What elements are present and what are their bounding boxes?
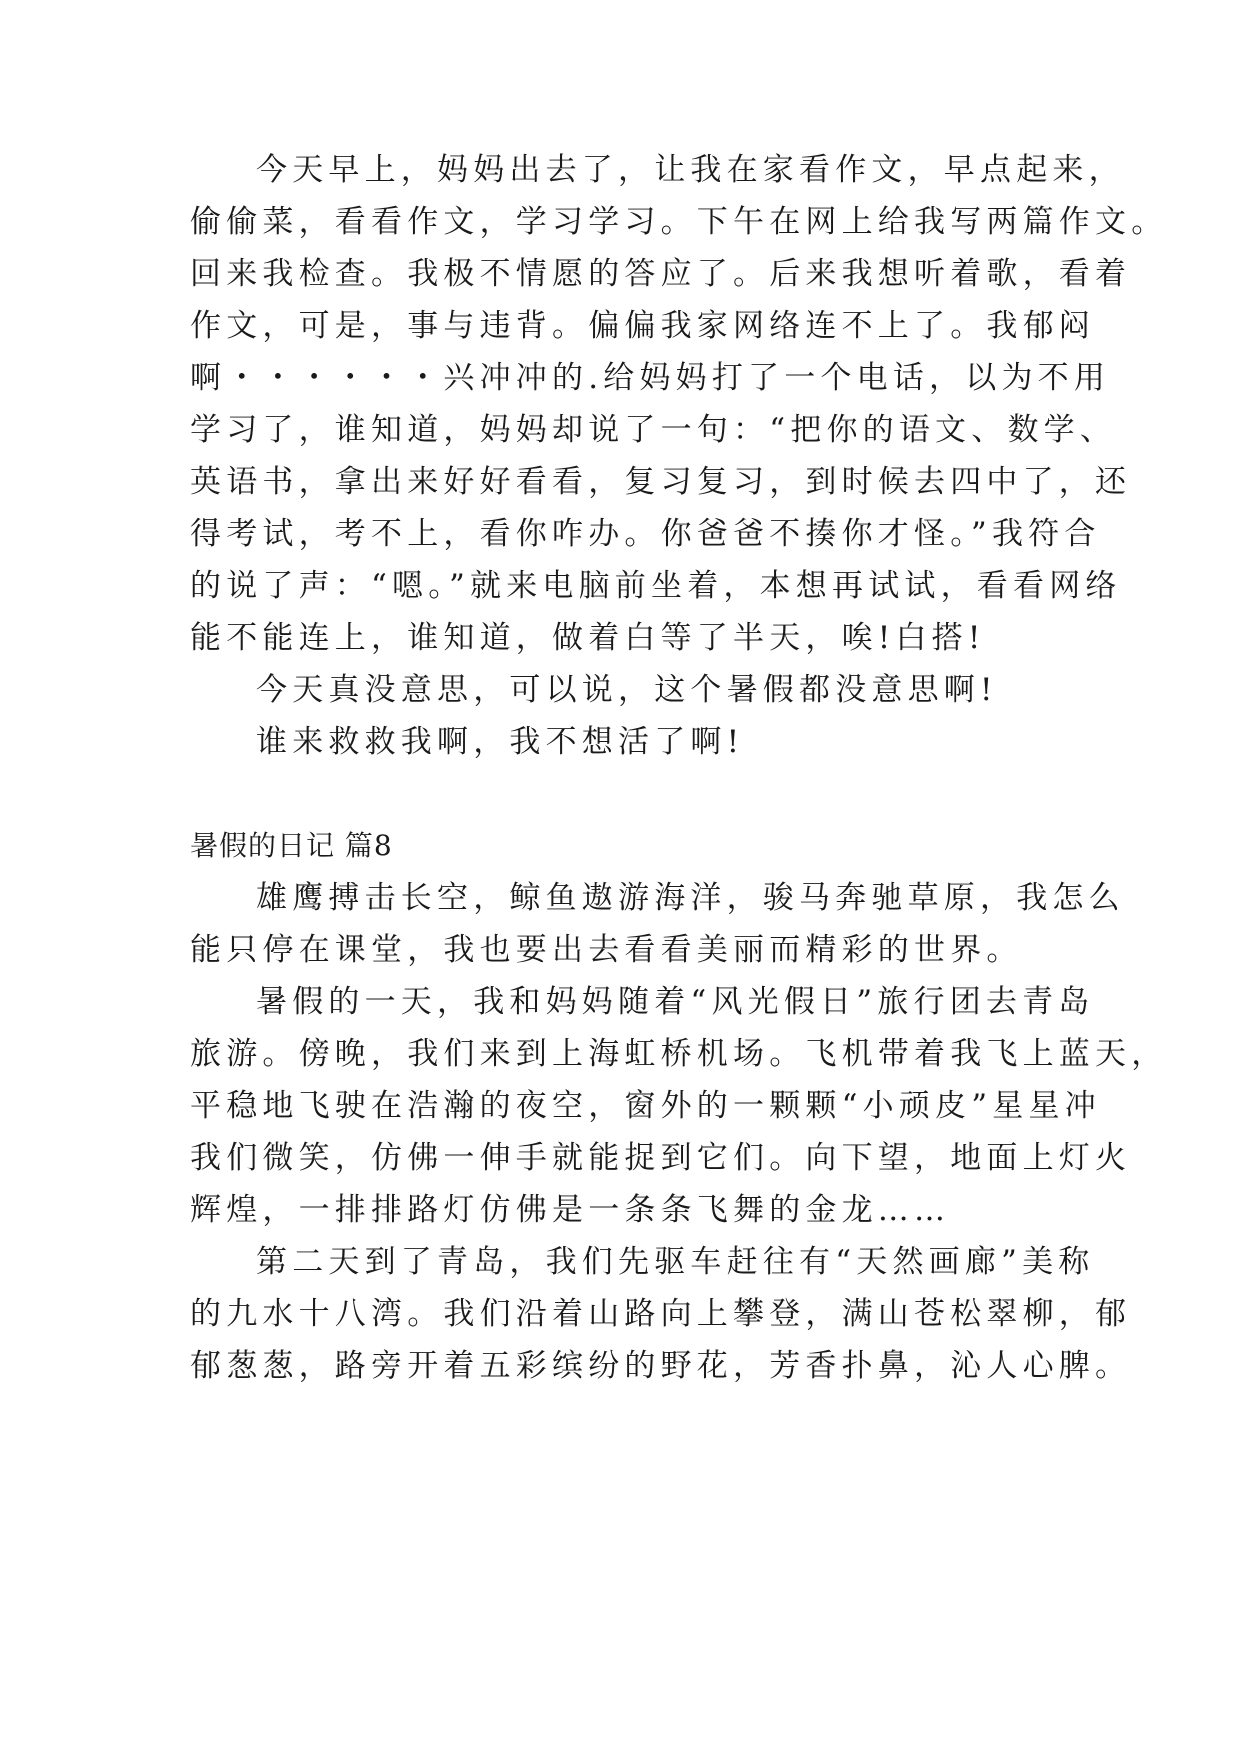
paragraph-line: 偷偷菜，看看作文，学习学习。下午在网上给我写两篇作文。 (190, 204, 1168, 240)
paragraph-line: 谁来救救我啊，我不想活了啊! (256, 724, 745, 760)
paragraph-line: 暑假的一天，我和妈妈随着“风光假日”旅行团去青岛 (256, 984, 1095, 1020)
paragraph-line: 郁葱葱，路旁开着五彩缤纷的野花，芳香扑鼻，沁人心脾。 (190, 1348, 1132, 1384)
paragraph-line: 作文，可是，事与违背。偏偏我家网络连不上了。我郁闷 (190, 308, 1095, 344)
paragraph-line: 学习了，谁知道，妈妈却说了一句：“把你的语文、数学、 (190, 412, 1117, 448)
paragraph-line: 能不能连上，谁知道，做着白等了半天，唉!白搭! (190, 620, 986, 656)
paragraph-line: 回来我检查。我极不情愿的答应了。后来我想听着歌，看着 (190, 256, 1132, 292)
paragraph-line: 辉煌，一排排路灯仿佛是一条条飞舞的金龙…… (190, 1192, 951, 1228)
paragraph-line: 啊・・・・・・兴冲冲的.给妈妈打了一个电话，以为不用 (190, 360, 1111, 396)
paragraph-line: 的说了声：“嗯。”就来电脑前坐着，本想再试试，看看网络 (190, 568, 1122, 604)
paragraph-line: 今天真没意思，可以说，这个暑假都没意思啊! (256, 672, 998, 708)
section-heading: 暑假的日记 篇8 (190, 829, 393, 862)
paragraph-line: 今天早上，妈妈出去了，让我在家看作文，早点起来， (256, 152, 1125, 188)
paragraph-line: 的九水十八湾。我们沿着山路向上攀登，满山苍松翠柳，郁 (190, 1296, 1132, 1332)
paragraph-line: 英语书，拿出来好好看看，复习复习，到时候去四中了，还 (190, 464, 1132, 500)
paragraph-line: 雄鹰搏击长空，鲸鱼遨游海洋，骏马奔驰草原，我怎么 (256, 880, 1125, 916)
paragraph-line: 平稳地飞驶在浩瀚的夜空，窗外的一颗颗“小顽皮”星星冲 (190, 1088, 1101, 1124)
paragraph-line: 得考试，考不上，看你咋办。你爸爸不揍你才怪。”我符合 (190, 516, 1101, 552)
paragraph-line: 我们微笑，仿佛一伸手就能捉到它们。向下望，地面上灯火 (190, 1140, 1132, 1176)
paragraph-line: 第二天到了青岛，我们先驱车赶往有“天然画廊”美称 (256, 1244, 1095, 1280)
paragraph-line: 能只停在课堂，我也要出去看看美丽而精彩的世界。 (190, 932, 1023, 968)
paragraph-line: 旅游。傍晚，我们来到上海虹桥机场。飞机带着我飞上蓝天， (190, 1036, 1168, 1072)
